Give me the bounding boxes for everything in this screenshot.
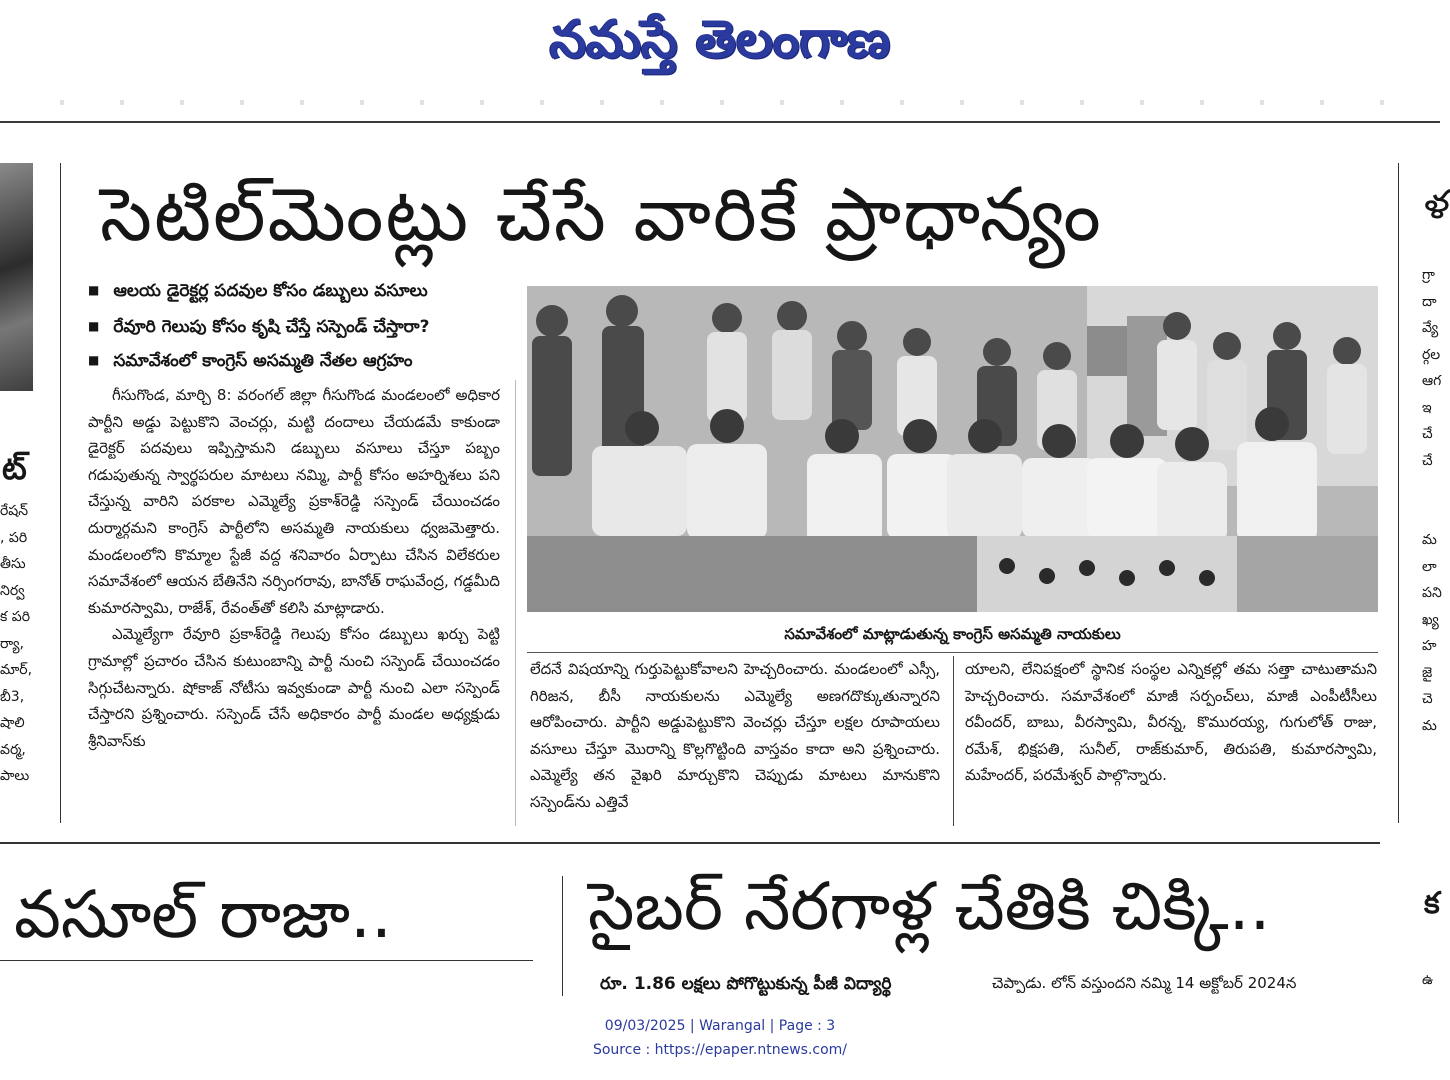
right-line <box>1422 501 1440 528</box>
right-line: ర్గల <box>1422 346 1441 363</box>
right-line: హ <box>1422 638 1437 654</box>
left-line: క పరి <box>0 609 31 625</box>
left-cropped-text <box>0 498 36 790</box>
left-line: వర్మ, <box>0 741 26 758</box>
lower-left-rule <box>0 960 533 961</box>
right-line: ఖ్య <box>1422 611 1439 628</box>
bullet-point: ■ సమావేశంలో కాంగ్రెస్ అసమ్మతి నేతల ఆగ్రహం <box>88 346 412 377</box>
article-body-column-1 <box>88 382 500 754</box>
right-cropped-text <box>1422 262 1440 739</box>
lower-column-divider <box>562 876 563 996</box>
article-photo <box>527 286 1378 612</box>
left-cropped-heading: ట్ <box>2 449 27 487</box>
right-cropped-lower-heading: క <box>1424 886 1440 921</box>
right-line: చే <box>1422 452 1433 469</box>
right-line: జై <box>1422 664 1433 681</box>
column-rule-left <box>60 163 61 823</box>
article-headline: సెటిల్‌మెంట్లు చేసే వారికే ప్రాధాన్యం <box>100 172 1103 258</box>
lower-body-text: చెప్పాడు. లోన్ వస్తుందని నమ్మి 14 అక్టోబర్ 2024న <box>992 974 1297 992</box>
photo-caption: సమావేశంలో మాట్లాడుతున్న కాంగ్రెస్ అసమ్మతి నాయకులు <box>784 625 1121 643</box>
bullet-point: ■ రేవూరి గెలుపు కోసం కృషి చేస్తే సస్పెండ్ చేస్తారా? <box>88 312 429 343</box>
article-paragraph: ఎమ్మెల్యేగా రేవూరి ప్రకాశ్‌రెడ్డి గెలుపు కోసం డబ్బులు ఖర్చు పెట్టి గ్రామాల్లో ప్రచారం చేసిన కుటుంబాన్ని పార్టీ నుంచి సస్పెండ్ చేయించడం సిగ్గుచేటన్నారు. షోకాజ్ నోటీసు ఇవ్వకుండా పార్టీ నుంచి ఎలా సస్పెండ్ చేస్తారని ప్రశ్నించారు. సస్పెండ్ చేసే అధికారం పార్టీ మండల అధ్యక్షుడు శ్రీనివాస్‌కు <box>88 625 500 750</box>
footer-date-edition: 09/03/2025 | Warangal | Page : 3 <box>604 1018 836 1034</box>
bullet-point: ■ ఆలయ డైరెక్టర్ల పదవుల కోసం డబ్బులు వసూలు <box>88 276 428 307</box>
right-line: మ <box>1422 717 1437 734</box>
column-rule <box>953 656 954 826</box>
caption-rule <box>527 652 1378 653</box>
right-cropped-lower-text: ఉ <box>1422 972 1434 988</box>
right-line: చే <box>1422 426 1433 442</box>
left-line: నిర్వ <box>0 582 25 599</box>
article-body-column-2: లేదనే విషయాన్ని గుర్తుపెట్టుకోవాలని హెచ్చరించారు. మండలంలో ఎస్సీ, గిరిజన, బీసీ నాయకులను ఎమ్మెల్యే అణగదొక్కుతున్నారని ఆరోపించారు. పార్టీని అడ్డుపెట్టుకొని వెంచర్లు చేస్తూ లక్షల రూపాయలు వసూలు చేస్తూ మొరాన్ని కొల్లగొట్టింది వాస్తవం కాదా అని ప్రశ్నించారు. ఎమ్మెల్యే తన వైఖరి మార్చుకొని చెప్పుడు మాటలు మానుకొని సస్పెండ్‌ను ఎత్తివే <box>530 660 940 811</box>
left-line: మార్, <box>0 662 33 678</box>
left-cropped-photo <box>0 163 33 391</box>
footer-area <box>0 998 1440 1080</box>
article-paragraph: గీసుగొండ, మార్చి 8: వరంగల్ జిల్లా గీసుగొండ మండలంలో అధికార పార్టీని అడ్డు పెట్టుకొని వెంచర్లు, మట్టి దందాలు చేయడమే కాకుండా డైరెక్టర్ పదవులు ఇప్పిస్తామని డబ్బులు వసూలు చేస్తూ పబ్బం గడుపుతున్న స్వార్థపరుల మాటలు నమ్మి, పార్టీ కోసం అహర్నిశలు పని చేస్తున్న వారిని పరకాల ఎమ్మెల్యే ప్రకాశ్‌రెడ్డి సస్పెండ్ చేయించడం దుర్మార్గమని కాంగ్రెస్ పార్టీలోని అసమ్మతి నాయకులు ధ్వజమెత్తారు. మండలంలోని కొమ్మాల స్టేజీ వద్ద శనివారం ఏర్పాటు చేసిన విలేకరుల సమావేశంలో ఆయన బేతినేని నర్సింగరావు, బానోత్ రాఘవేంద్ర, గడ్డమీది కుమారస్వామి, రాజేశ్, రేవంత్‌తో కలిసి మాట్లాడారు. <box>88 386 500 617</box>
right-line: దా <box>1422 293 1437 310</box>
photo-illustration <box>527 286 1378 612</box>
masthead-divider <box>60 100 1420 105</box>
right-line: పని <box>1422 585 1442 601</box>
article-body-column-3: యాలని, లేనిపక్షంలో స్థానిక సంస్థల ఎన్నికల్లో తమ సత్తా చాటుతామని హెచ్చరించారు. సమావేశంలో మాజీ సర్పంచ్‌లు, మాజీ ఎంపీటీసీలు రవీందర్, బాబు, వీరస్వామి, వీరన్న, కొమురయ్య, గుగులోత్ రాజు, రమేశ్, భిక్షపతి, సునీల్, రాజ్‌కుమార్, తిరుపతి, కుమారస్వామి, మహేందర్, పరమేశ్వర్ పాల్గొన్నారు. <box>965 660 1377 785</box>
right-line <box>1422 474 1440 501</box>
story-separator <box>0 842 1380 844</box>
column-rule <box>515 380 516 826</box>
right-line: లా <box>1422 558 1437 575</box>
left-line: బీ3, <box>0 688 25 705</box>
lower-left-headline: వసూల్ రాజా.. <box>14 876 392 953</box>
lower-right-headline: సైబర్ నేరగాళ్ల చేతికి చిక్కి.. <box>588 868 1271 945</box>
left-line: షాలి <box>0 715 25 731</box>
clipping-top-rule <box>0 121 1440 123</box>
left-line: తీసు <box>0 556 26 572</box>
right-line: చె <box>1422 691 1433 707</box>
right-line: మ <box>1422 532 1437 548</box>
right-cropped-heading: ళ <box>1424 182 1450 228</box>
masthead-logo: నమస్తే తెలంగాణ <box>549 10 891 70</box>
left-line: పాలు <box>0 768 30 784</box>
footer-source-link[interactable]: Source : https://epaper.ntnews.com/ <box>592 1042 848 1058</box>
right-line: వ్యే <box>1422 320 1439 336</box>
right-line: గ్రా <box>1422 267 1435 283</box>
right-line: ఆగ <box>1422 373 1442 389</box>
lower-subheadline: రూ. 1.86 లక్షలు పోగొట్టుకున్న పీజీ విద్యార్థి <box>600 974 892 994</box>
left-line: , పరి <box>0 529 28 546</box>
right-line: ఇ <box>1422 399 1432 416</box>
left-line: రేషన్ <box>0 503 29 519</box>
column-rule-right <box>1398 163 1399 823</box>
left-line: ర్యా, <box>0 635 24 652</box>
